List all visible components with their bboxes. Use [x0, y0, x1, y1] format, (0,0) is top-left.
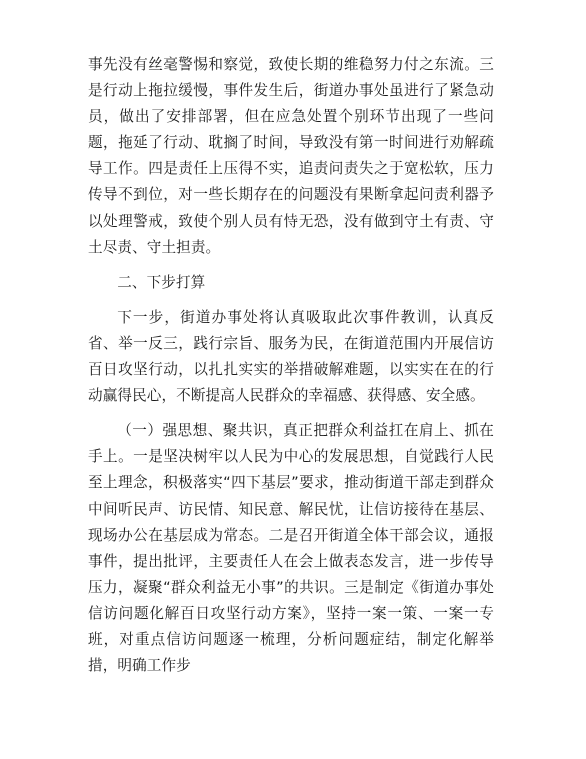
document-body	[88, 52, 494, 679]
paragraph-measure-one: （一）强思想、聚共识，真正把群众利益扛在肩上、抓在手上。一是坚决树牢以人民为中心的发展思想，自觉践行人民至上理念，积极落实“四下基层”要求，推动街道干部走到群众中间听民声、访民情、知民意、解民忧，让信访接待在基层、现场办公在基层成为常态。二是召开街道全体干部会议，通报事件，提出批评，主要责任人在会上做表态发言，进一步传导压力，凝聚“群众利益无小事”的共识。三是制定《街道办事处信访问题化解百日攻坚行动方案》，坚持一案一策、一案一专班，对重点信访问题逐一梳理，分析问题症结，制定化解举措，明确工作步	[88, 422, 494, 675]
section-heading-next-steps: 二、下步打算	[117, 273, 206, 291]
paragraph-problems-continued: 事先没有丝毫警惕和察觉，致使长期的维稳努力付之东流。三是行动上拖拉缓慢，事件发生后，街道办事处虽进行了紧急动员，做出了安排部署，但在应急处置个别环节出现了一些问题，拖延了行动、耽搁了时间，导致没有第一时间进行劝解疏导工作。四是责任上压得不实，追责问责失之于宽松软，压力传导不到位，对一些长期存在的问题没有果断拿起问责利器予以处理警戒，致使个别人员有恃无恐，没有做到守土有责、守土尽责、守土担责。	[88, 56, 494, 256]
paragraph-next-steps-intro: 下一步，街道办事处将认真吸取此次事件教训，认真反省、举一反三，践行宗旨、服务为民，在街道范围内开展信访百日攻坚行动，以扎扎实实的举措破解难题，以实实在在的行动赢得民心，不断提高人民群众的幸福感、获得感、安全感。	[88, 308, 494, 405]
